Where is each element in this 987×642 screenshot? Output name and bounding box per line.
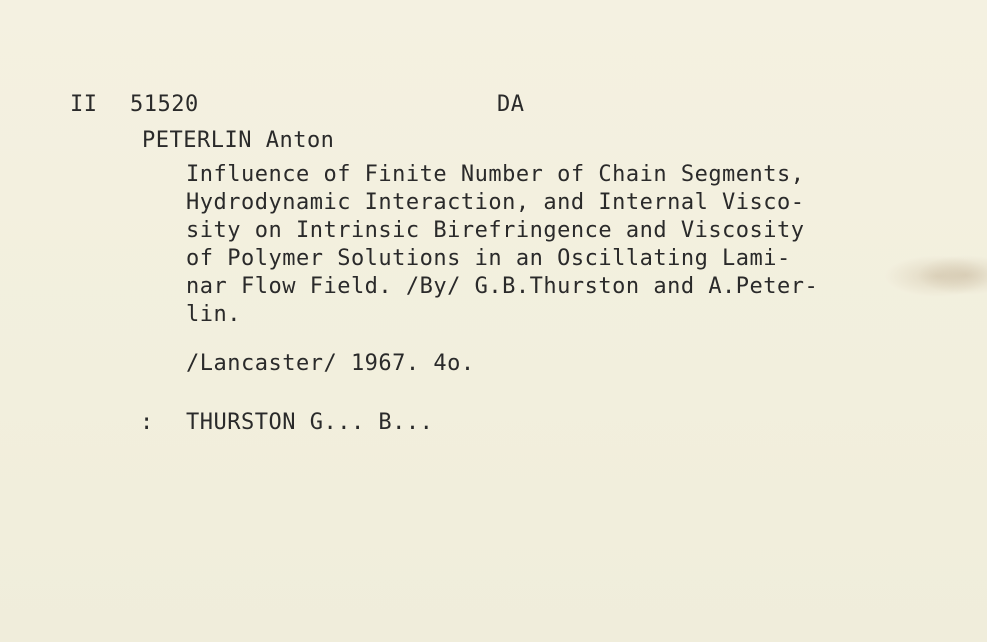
record-number: 51520 (130, 92, 199, 117)
title-line-3: sity on Intrinsic Birefringence and Viscosity (186, 218, 805, 243)
title-line-6: lin. (186, 302, 241, 327)
title-line-5: nar Flow Field. /By/ G.B.Thurston and A.Peter- (186, 274, 819, 299)
title-line-2: Hydrodynamic Interaction, and Internal Visco- (186, 190, 805, 215)
added-entry: THURSTON G... B... (186, 410, 434, 435)
title-line-4: of Polymer Solutions in an Oscillating Lami- (186, 246, 791, 271)
author-heading: PETERLIN Anton (142, 128, 335, 153)
card-code: DA (497, 92, 525, 117)
paper-stain (917, 255, 987, 295)
class-number: II (70, 92, 98, 117)
title-line-1: Influence of Finite Number of Chain Segments, (186, 162, 805, 187)
added-entry-marker: : (140, 410, 154, 435)
imprint: /Lancaster/ 1967. 4o. (186, 351, 475, 376)
